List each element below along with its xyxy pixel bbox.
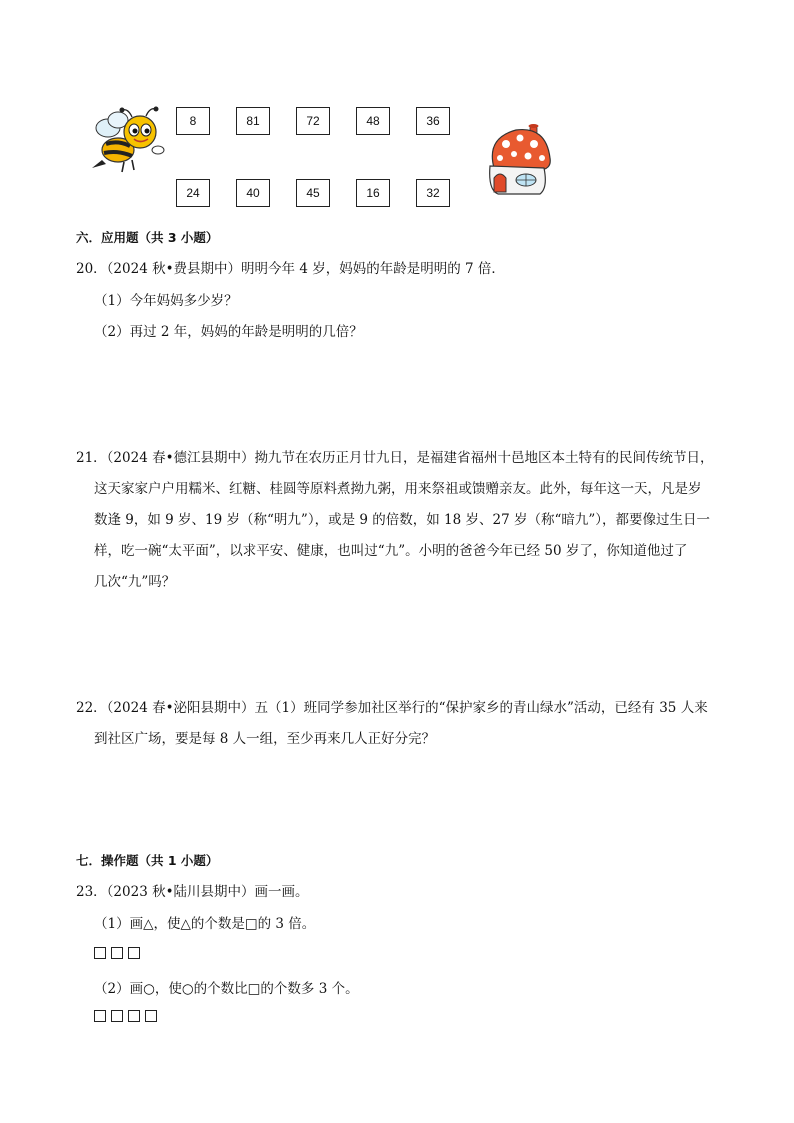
square-shape xyxy=(111,947,123,959)
bee-icon xyxy=(92,107,164,173)
sub-question: （1）画△，使△的个数是□的 3 倍。 xyxy=(94,916,316,932)
number-card: 32 xyxy=(416,179,450,207)
section-heading-applications: 六．应用题（共 3 小题） xyxy=(76,230,219,245)
square-shape xyxy=(94,1010,106,1022)
number-card: 81 xyxy=(236,107,270,135)
sub-question: （1）今年妈妈多少岁？ xyxy=(94,293,238,309)
mushroom-house-icon xyxy=(490,124,551,194)
question-text-line: 21．（2024 春•德江县期中）拗九节在农历正月廿九日，是福建省福州十邑地区本土特有的民间传统节日， xyxy=(76,450,714,466)
number-card: 24 xyxy=(176,179,210,207)
square-shape xyxy=(128,947,140,959)
number-card: 36 xyxy=(416,107,450,135)
square-shape xyxy=(111,1010,123,1022)
question-text-line: 样，吃一碗“太平面”，以求平安、健康，也叫过“九”。小明的爸爸今年已经 50 岁了，你知道他过了 xyxy=(94,543,688,559)
bee-illustration xyxy=(88,106,168,176)
number-card: 8 xyxy=(176,107,210,135)
sub-question: （2）再过 2 年，妈妈的年龄是明明的几倍？ xyxy=(94,324,363,340)
question-stem: 23．（2023 秋•陆川县期中）画一画。 xyxy=(76,884,309,900)
number-card: 48 xyxy=(356,107,390,135)
square-shape xyxy=(128,1010,140,1022)
number-card: 45 xyxy=(296,179,330,207)
number-card: 72 xyxy=(296,107,330,135)
square-row xyxy=(94,946,145,962)
question-text-line: 22．（2024 春•泌阳县期中）五（1）班同学参加社区举行的“保护家乡的青山绿水”活动，已经有 35 人来 xyxy=(76,700,708,716)
square-row xyxy=(94,1009,162,1025)
square-shape xyxy=(145,1010,157,1022)
question-text-line: 几次“九”吗？ xyxy=(94,574,176,590)
question-stem: 20．（2024 秋•费县期中）明明今年 4 岁，妈妈的年龄是明明的 7 倍． xyxy=(76,261,505,277)
number-card: 40 xyxy=(236,179,270,207)
question-text-line: 这天家家户户用糯米、红糖、桂圆等原料煮拗九粥，用来祭祖或馈赠亲友。此外，每年这一天，凡是岁 xyxy=(94,481,702,497)
question-text-line: 到社区广场，要是每 8 人一组，至少再来几人正好分完？ xyxy=(94,731,436,747)
section-heading-operations: 七．操作题（共 1 小题） xyxy=(76,853,219,868)
sub-question: （2）画○，使○的个数比□的个数多 3 个。 xyxy=(94,981,359,997)
square-shape xyxy=(94,947,106,959)
question-text-line: 数逢 9，如 9 岁、19 岁（称“明九”），或是 9 的倍数，如 18 岁、27 岁（称“暗九”），都要像过生日一 xyxy=(94,512,711,528)
number-card: 16 xyxy=(356,179,390,207)
mushroom-house-illustration xyxy=(478,118,556,200)
